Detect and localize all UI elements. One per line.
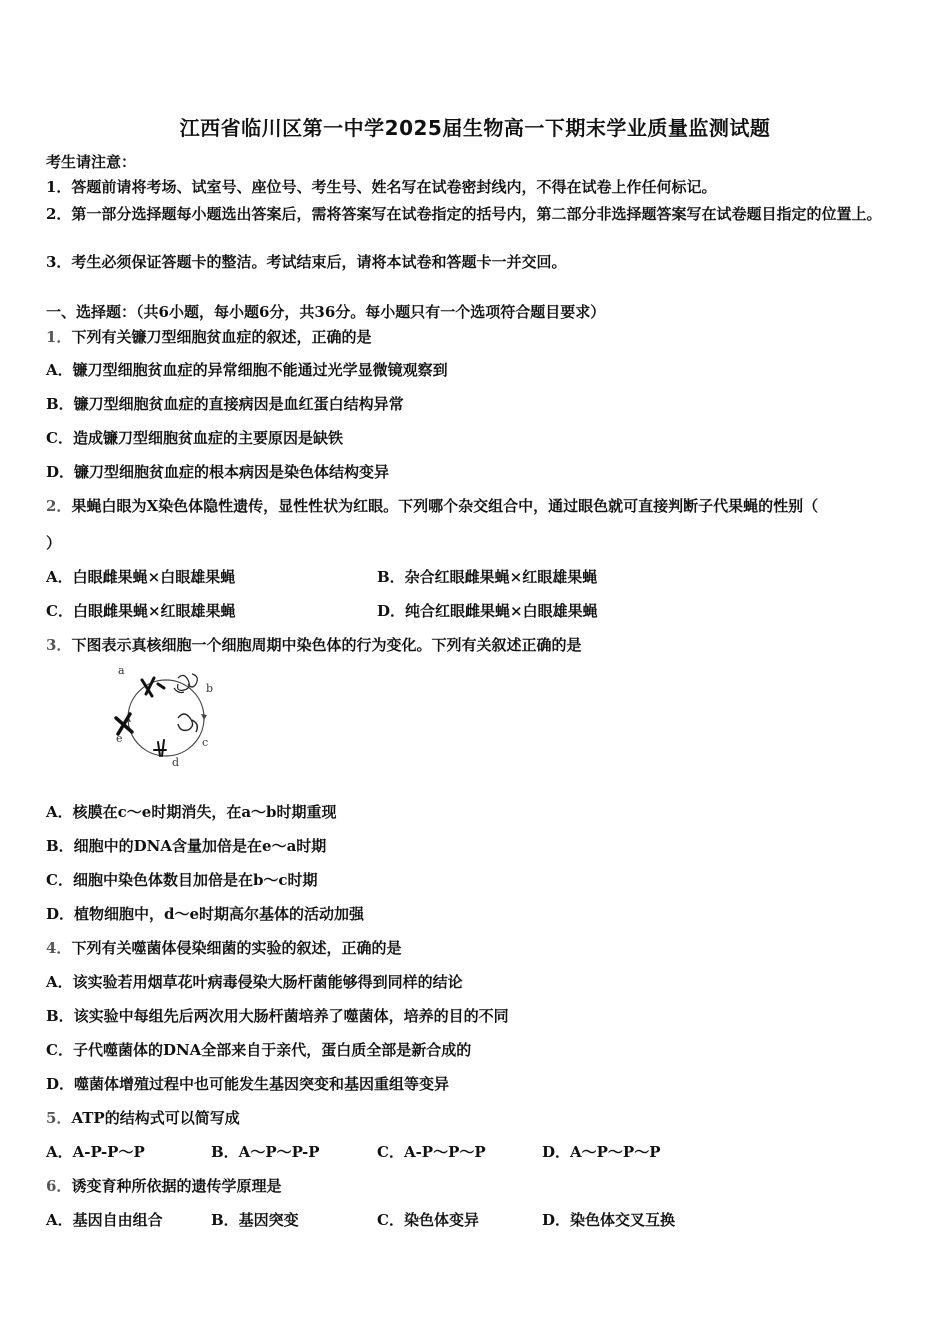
question-stem: 下图表示真核细胞一个细胞周期中染色体的行为变化。下列有关叙述正确的是 [71, 636, 582, 654]
q3-option-b: B．细胞中的DNA含量加倍是在e～a时期 [46, 837, 327, 855]
chromosome-d [154, 740, 166, 756]
page-title: 江西省临川区第一中学2025届生物高一下期末学业质量监测试题 [179, 116, 771, 140]
notice-item-2: 2．第一部分选择题每小题选出答案后，需将答案写在试卷指定的括号内，第二部分非选择题答案写在试卷题目指定的位置上。 [46, 205, 882, 223]
question-stem: 诱变育种所依据的遗传学原理是 [71, 1177, 282, 1195]
q3-option-c: C．细胞中染色体数目加倍是在b～c时期 [46, 871, 318, 889]
question-number: 1． [46, 328, 72, 346]
question-stem: 下列有关噬菌体侵染细菌的实验的叙述，正确的是 [71, 939, 402, 957]
label-c: c [202, 736, 209, 749]
question-2-stem-cont: ） [46, 534, 62, 552]
q5-option-a: A．A-P-P～P [46, 1143, 145, 1161]
q2-option-b: B．杂合红眼雌果蝇×红眼雄果蝇 [377, 568, 598, 586]
question-3 [46, 635, 581, 655]
q4-option-d: D．噬菌体增殖过程中也可能发生基因突变和基因重组等变异 [46, 1075, 450, 1093]
cycle-circle [128, 680, 204, 756]
question-5 [46, 1108, 240, 1128]
q1-option-a: A．镰刀型细胞贫血症的异常细胞不能通过光学显微镜观察到 [46, 361, 448, 379]
q5-option-d: D．A～P～P～P [542, 1143, 661, 1161]
label-a: a [118, 664, 125, 677]
q3-option-a: A．核膜在c～e时期消失，在a～b时期重现 [46, 803, 337, 821]
q2-option-d: D．纯合红眼雌果蝇×白眼雄果蝇 [377, 602, 598, 620]
label-b: b [206, 682, 214, 695]
q5-option-c: C．A-P～P～P [377, 1143, 486, 1161]
section-heading: 一、选择题：（共6小题，每小题6分，共36分。每小题只有一个选项符合题目要求） [46, 303, 606, 321]
q4-option-c: C．子代噬菌体的DNA全部来自于亲代，蛋白质全部是新合成的 [46, 1041, 472, 1059]
q6-option-a: A．基因自由组合 [46, 1211, 163, 1229]
q1-option-c: C．造成镰刀型细胞贫血症的主要原因是缺铁 [46, 429, 343, 447]
cell-cycle-diagram [108, 660, 228, 770]
notice-item-1: 1．答题前请将考场、试室号、座位号、考生号、姓名写在试卷密封线内，不得在试卷上作任何标记。 [46, 178, 717, 196]
q1-option-d: D．镰刀型细胞贫血症的根本病因是染色体结构变异 [46, 463, 390, 481]
question-stem: 果蝇白眼为X染色体隐性遗传，显性性状为红眼。下列哪个杂交组合中，通过眼色就可直接判断子代果蝇的性别（ [71, 497, 819, 515]
question-1 [46, 327, 371, 347]
q6-option-c: C．染色体变异 [377, 1211, 479, 1229]
question-number: 5． [46, 1109, 72, 1127]
notice-item-3: 3．考生必须保证答题卡的整洁。考试结束后，请将本试卷和答题卡一并交回。 [46, 253, 567, 271]
label-d: d [172, 756, 180, 769]
question-6 [46, 1176, 281, 1196]
label-e: e [116, 732, 123, 745]
q1-option-b: B．镰刀型细胞贫血症的直接病因是血红蛋白结构异常 [46, 395, 404, 413]
q2-option-a: A．白眼雌果蝇×白眼雄果蝇 [46, 568, 236, 586]
q6-option-d: D．染色体交叉互换 [542, 1211, 676, 1229]
q2-option-c: C．白眼雌果蝇×红眼雄果蝇 [46, 602, 236, 620]
chromosome-b [174, 674, 197, 693]
question-stem: ATP的结构式可以简写成 [71, 1109, 240, 1127]
cycle-arrow [201, 714, 207, 720]
question-2 [46, 496, 818, 516]
q5-option-b: B．A～P～P-P [211, 1143, 320, 1161]
q4-option-b: B．该实验中每组先后两次用大肠杆菌培养了噬菌体，培养的目的不同 [46, 1007, 509, 1025]
notice-heading: 考生请注意： [46, 153, 137, 171]
question-4 [46, 938, 401, 958]
question-number: 2． [46, 497, 72, 515]
question-number: 4． [46, 939, 72, 957]
q3-option-d: D．植物细胞中，d～e时期高尔基体的活动加强 [46, 905, 365, 923]
q6-option-b: B．基因突变 [211, 1211, 299, 1229]
question-number: 3． [46, 636, 72, 654]
chromosome-e [116, 714, 132, 734]
q4-option-a: A．该实验若用烟草花叶病毒侵染大肠杆菌能够得到同样的结论 [46, 973, 463, 991]
chromosome-c [178, 714, 197, 732]
question-stem: 下列有关镰刀型细胞贫血症的叙述，正确的是 [71, 328, 372, 346]
question-number: 6． [46, 1177, 72, 1195]
